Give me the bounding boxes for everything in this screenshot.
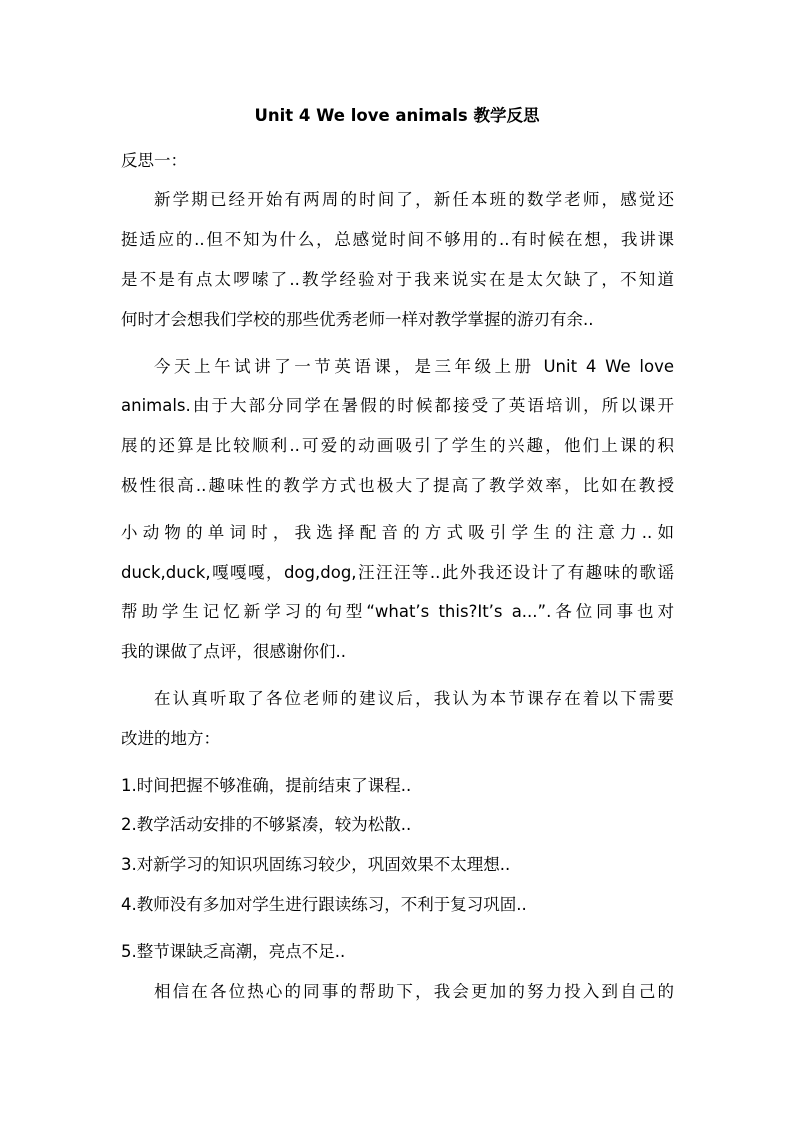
paragraph2-line: duck,duck,嘎嘎嘎，dog,dog,汪汪汪等..此外我还设计了有趣味的歌谣	[121, 563, 674, 582]
paragraph2-line: 我的课做了点评，很感谢你们..	[121, 642, 346, 661]
list-item: 4.教师没有多加对学生进行跟读练习，不利于复习巩固..	[121, 895, 527, 914]
section-heading: 反思一：	[121, 151, 187, 170]
paragraph2-line: 小动物的单词时，我选择配音的方式吸引学生的注意力..如	[121, 523, 674, 542]
paragraph1-line: 何时才会想我们学校的那些优秀老师一样对教学掌握的游刃有余..	[121, 310, 594, 329]
paragraph2-line: 极性很高..趣味性的教学方式也极大了提高了教学效率，比如在教授	[121, 476, 674, 495]
list-item: 5.整节课缺乏高潮，亮点不足..	[121, 942, 346, 961]
document-title: Unit 4 We love animals 教学反思	[254, 106, 540, 125]
list-item: 3.对新学习的知识巩固练习较少，巩固效果不太理想..	[121, 855, 511, 874]
list-item: 1.时间把握不够准确，提前结束了课程..	[121, 776, 412, 795]
paragraph3-line: 在认真听取了各位老师的建议后，我认为本节课存在着以下需要	[154, 689, 674, 708]
paragraph1-line: 挺适应的..但不知为什么，总感觉时间不够用的..有时候在想，我讲课	[121, 230, 674, 249]
paragraph4-line: 相信在各位热心的同事的帮助下，我会更加的努力投入到自己的	[154, 982, 674, 1001]
paragraph2-line: animals.由于大部分同学在暑假的时候都接受了英语培训，所以课开	[121, 396, 674, 415]
paragraph1-line: 新学期已经开始有两周的时间了，新任本班的数学老师，感觉还	[154, 190, 674, 209]
paragraph2-line: 帮助学生记忆新学习的句型“what’s this?It’s a...”.各位同事也对	[121, 602, 674, 621]
paragraph2-line: 展的还算是比较顺利..可爱的动画吸引了学生的兴趣，他们上课的积	[121, 436, 674, 455]
paragraph3-line: 改进的地方：	[121, 729, 220, 748]
paragraph1-line: 是不是有点太啰嗦了..教学经验对于我来说实在是太欠缺了，不知道	[121, 270, 674, 289]
paragraph2-line: 今天上午试讲了一节英语课，是三年级上册 Unit 4 We love	[154, 357, 674, 376]
list-item: 2.教学活动安排的不够紧凑，较为松散..	[121, 815, 412, 834]
